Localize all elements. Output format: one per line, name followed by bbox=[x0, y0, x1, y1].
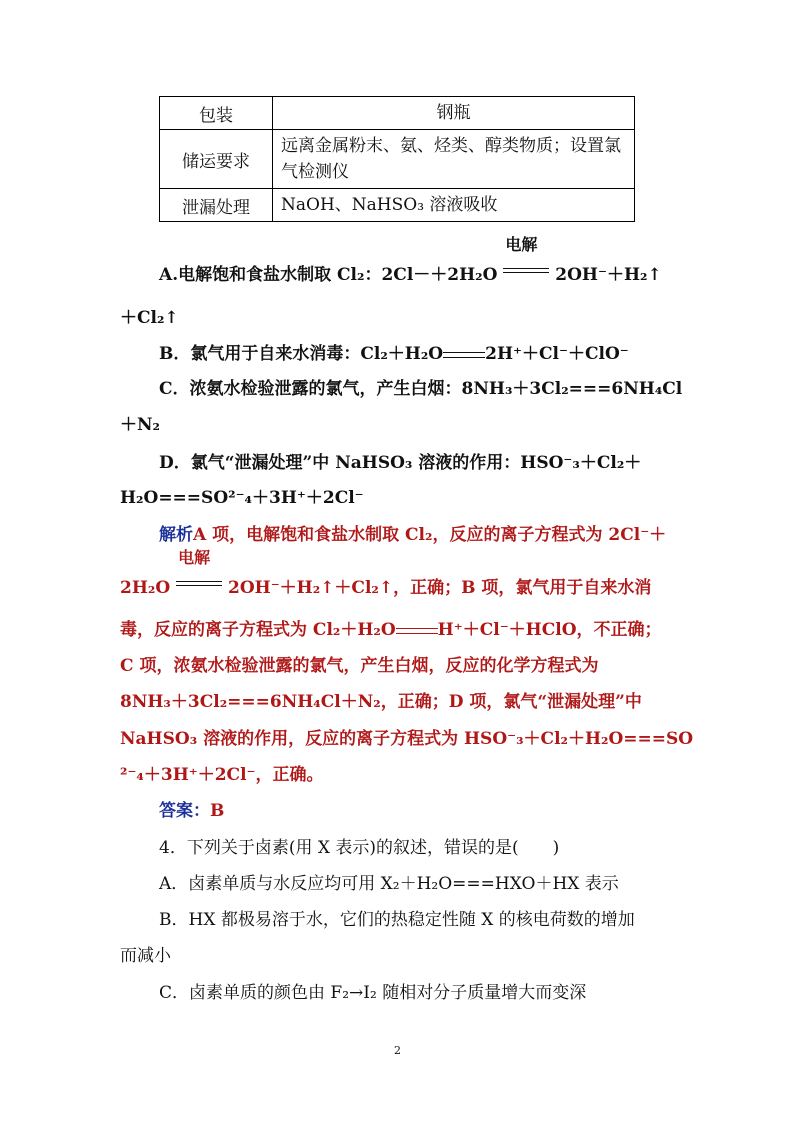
table-row bbox=[160, 97, 635, 130]
electrolysis-equals-sign bbox=[503, 235, 549, 280]
analysis-text: A 项，电解饱和食盐水制取 Cl₂，反应的离子方程式为 2Cl⁻＋ bbox=[193, 525, 667, 545]
option-d: D．氯气“泄漏处理”中 NaHSO₃ 溶液的作用：HSO⁻₃＋Cl₂＋ bbox=[159, 453, 642, 473]
table-value: 远离金属粉末、氨、烃类、醇类物质；设置氯气检测仪 bbox=[273, 130, 635, 189]
analysis-line-7: ²⁻₄＋3H⁺＋2Cl⁻，正确。 bbox=[120, 765, 324, 785]
question-4-option-b: B．HX 都极易溶于水，它们的热稳定性随 X 的核电荷数的增加 bbox=[159, 910, 635, 930]
option-d-continued: H₂O===SO²⁻₄＋3H⁺＋2Cl⁻ bbox=[120, 488, 364, 508]
electrolysis-condition: 电解 bbox=[505, 235, 538, 254]
reversible-arrow-icon bbox=[443, 350, 485, 360]
answer-label: 答案： bbox=[159, 801, 210, 821]
electrolysis-condition: 电解 bbox=[178, 548, 211, 567]
table-row bbox=[160, 130, 635, 189]
option-c: C．浓氨水检验泄露的氯气，产生白烟：8NH₃＋3Cl₂===6NH₄Cl bbox=[159, 379, 683, 399]
analysis-line-3 bbox=[120, 619, 662, 641]
question-4-option-c: C．卤素单质的颜色由 F₂→I₂ 随相对分子质量增大而变深 bbox=[159, 983, 587, 1003]
analysis-text: 2H₂O bbox=[120, 578, 171, 598]
analysis-text: H⁺＋Cl⁻＋HClO，不正确； bbox=[437, 620, 662, 640]
option-b-text: B．氯气用于自来水消毒：Cl₂＋H₂O bbox=[159, 344, 444, 364]
option-a-products: 2OH⁻＋H₂↑ bbox=[555, 265, 662, 285]
answer-value: B bbox=[210, 801, 225, 821]
electrolysis-equals-sign bbox=[176, 548, 222, 593]
question-4-option-a: A．卤素单质与水反应均可用 X₂＋H₂O===HXO＋HX 表示 bbox=[159, 874, 619, 894]
analysis-line-6: NaHSO₃ 溶液的作用，反应的离子方程式为 HSO⁻₃＋Cl₂＋H₂O===SO bbox=[120, 729, 694, 749]
option-a-text: A.电解饱和食盐水制取 Cl₂：2Cl－＋2H₂O bbox=[159, 265, 498, 285]
table-key: 包装 bbox=[160, 97, 273, 130]
table-row bbox=[160, 189, 635, 222]
table-value: 钢瓶 bbox=[273, 97, 635, 130]
question-4-stem: 4．下列关于卤素(用 X 表示)的叙述，错误的是( ) bbox=[159, 838, 560, 858]
option-a bbox=[159, 235, 662, 286]
table-key: 储运要求 bbox=[160, 130, 273, 189]
option-a-continued: ＋Cl₂↑ bbox=[120, 308, 179, 328]
answer bbox=[159, 800, 224, 822]
properties-table bbox=[159, 96, 635, 222]
option-c-continued: ＋N₂ bbox=[120, 415, 160, 435]
analysis-line-1 bbox=[159, 524, 666, 546]
option-b bbox=[159, 343, 629, 365]
page-number: 2 bbox=[394, 1044, 401, 1057]
option-b-products: 2H⁺＋Cl⁻＋ClO⁻ bbox=[485, 344, 629, 364]
question-4-option-b-continued: 而减小 bbox=[120, 946, 171, 966]
table-key: 泄漏处理 bbox=[160, 189, 273, 222]
analysis-label: 解析 bbox=[159, 525, 193, 545]
analysis-line-5: 8NH₃＋3Cl₂===6NH₄Cl＋N₂，正确；D 项，氯气“泄漏处理”中 bbox=[120, 692, 642, 712]
analysis-text: 2OH⁻＋H₂↑＋Cl₂↑，正确；B 项，氯气用于自来水消 bbox=[228, 578, 652, 598]
analysis-line-4: C 项，浓氨水检验泄露的氯气，产生白烟，反应的化学方程式为 bbox=[120, 656, 599, 676]
analysis-line-2 bbox=[120, 548, 652, 599]
table-value: NaOH、NaHSO₃ 溶液吸收 bbox=[273, 189, 635, 222]
reversible-arrow-icon bbox=[396, 626, 438, 636]
analysis-text: 毒，反应的离子方程式为 Cl₂＋H₂O bbox=[120, 620, 396, 640]
